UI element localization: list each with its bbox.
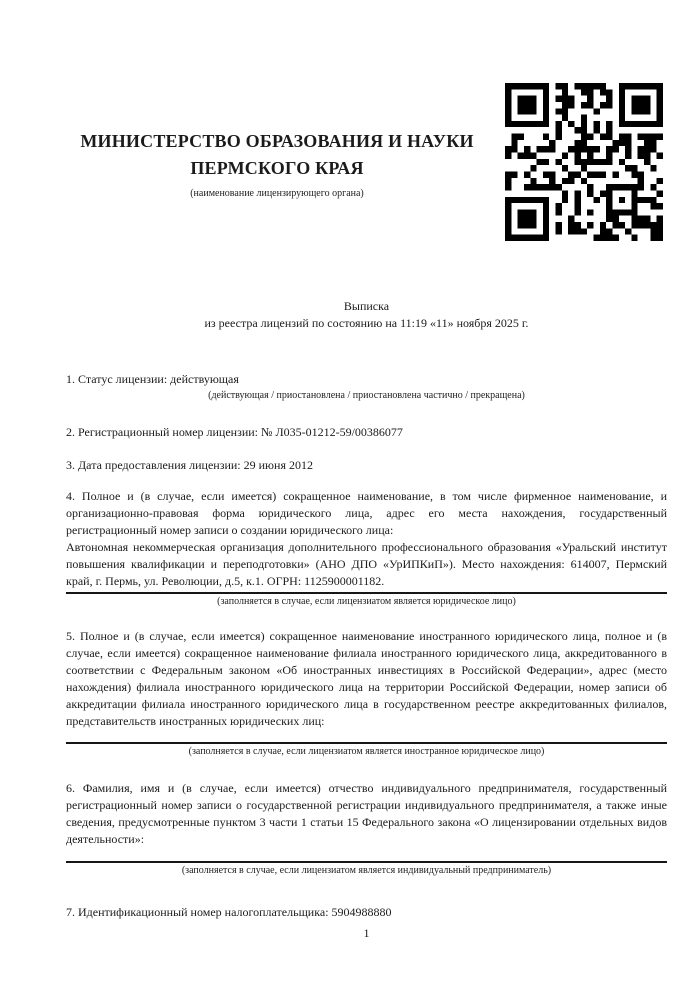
item-legal-entity: [66, 488, 667, 608]
licensing-authority-block: [66, 128, 488, 200]
license-date-text: 3. Дата предоставления лицензии: 29 июня 2012: [66, 458, 313, 472]
individual-entrepreneur-text: 6. Фамилия, имя и (в случае, если имеется) отчество индивидуального предпринимателя, государственный регистрационный номер записи о государственной регистрации индивидуального предпринимателя, а также иные сведения, предусмотренные пунктом 3 части 1 статьи 15 Федерального закона «О лицензировании отдельных видов деятельности»:: [66, 781, 667, 846]
ministry-name-line1: МИНИСТЕРСТВО ОБРАЗОВАНИЯ И НАУКИ: [80, 131, 474, 151]
license-status-caption: (действующая / приостановлена / приостановлена частично / прекращена): [208, 390, 525, 401]
legal-entity-text: 4. Полное и (в случае, если имеется) сокращенное наименование, в том числе фирменное наименование, и организационно-правовая форма юридического лица, адрес его места нахождения, государственный регистрационный номер записи о создании юридического лица:: [66, 489, 667, 537]
legal-entity-value: Автономная некоммерческая организация дополнительного профессионального образования «Уральский институт повышения квалификации и переподготовки» (АНО ДПО «УрИПКиП»). Место нахождения: 614007, Пермский край, г. Пермь, ул. Революции, д.5, к.1. ОГРН: 1125900001182.: [66, 540, 667, 588]
individual-entrepreneur-rule: [66, 861, 667, 863]
document-title-block: [66, 298, 667, 332]
ministry-caption: (наименование лицензирующего органа): [190, 188, 364, 199]
document-subtitle: из реестра лицензий по состоянию на 11:19 «11» ноября 2025 г.: [204, 316, 529, 330]
taxpayer-number-text: 7. Идентификационный номер налогоплательщика: 5904988880: [66, 905, 392, 919]
qr-code: [505, 83, 663, 241]
license-status-text: 1. Статус лицензии: действующая: [66, 372, 239, 386]
document-title: Выписка: [343, 299, 390, 313]
item-individual-entrepreneur: [66, 780, 667, 877]
page-number: 1: [363, 926, 370, 940]
individual-entrepreneur-caption: (заполняется в случае, если лицензиатом является индивидуальный предприниматель): [181, 865, 552, 876]
registration-number-text: 2. Регистрационный номер лицензии: № Л035-01212-59/00386077: [66, 425, 403, 439]
item-registration-number: [66, 424, 667, 441]
legal-entity-caption: (заполняется в случае, если лицензиатом является юридическое лицо): [217, 596, 516, 607]
foreign-entity-caption: (заполняется в случае, если лицензиатом является иностранное юридическое лицо): [188, 746, 545, 757]
document-body: [66, 298, 667, 921]
item-taxpayer-number: [66, 904, 667, 921]
ministry-name-line2: ПЕРМСКОГО КРАЯ: [190, 158, 364, 178]
item-license-date: [66, 457, 667, 474]
item-foreign-entity: [66, 628, 667, 758]
foreign-entity-rule: [66, 742, 667, 744]
foreign-entity-text: 5. Полное и (в случае, если имеется) сокращенное наименование иностранного юридического лица, полное и (в случае, если имеется) сокращенное наименование филиала иностранного юридического лица, аккредитованного в соответствии с Федеральным законом «Об иностранных инвестициях в Российской Федерации», адрес (место нахождения) филиала иностранного юридического лица на территории Российской Федерации, номер записи об аккредитации филиала иностранного юридического лица в государственном реестре аккредитованных филиалов, представительств иностранных юридических лиц:: [66, 629, 667, 728]
legal-entity-rule: [66, 592, 667, 594]
item-license-status: [66, 371, 667, 402]
